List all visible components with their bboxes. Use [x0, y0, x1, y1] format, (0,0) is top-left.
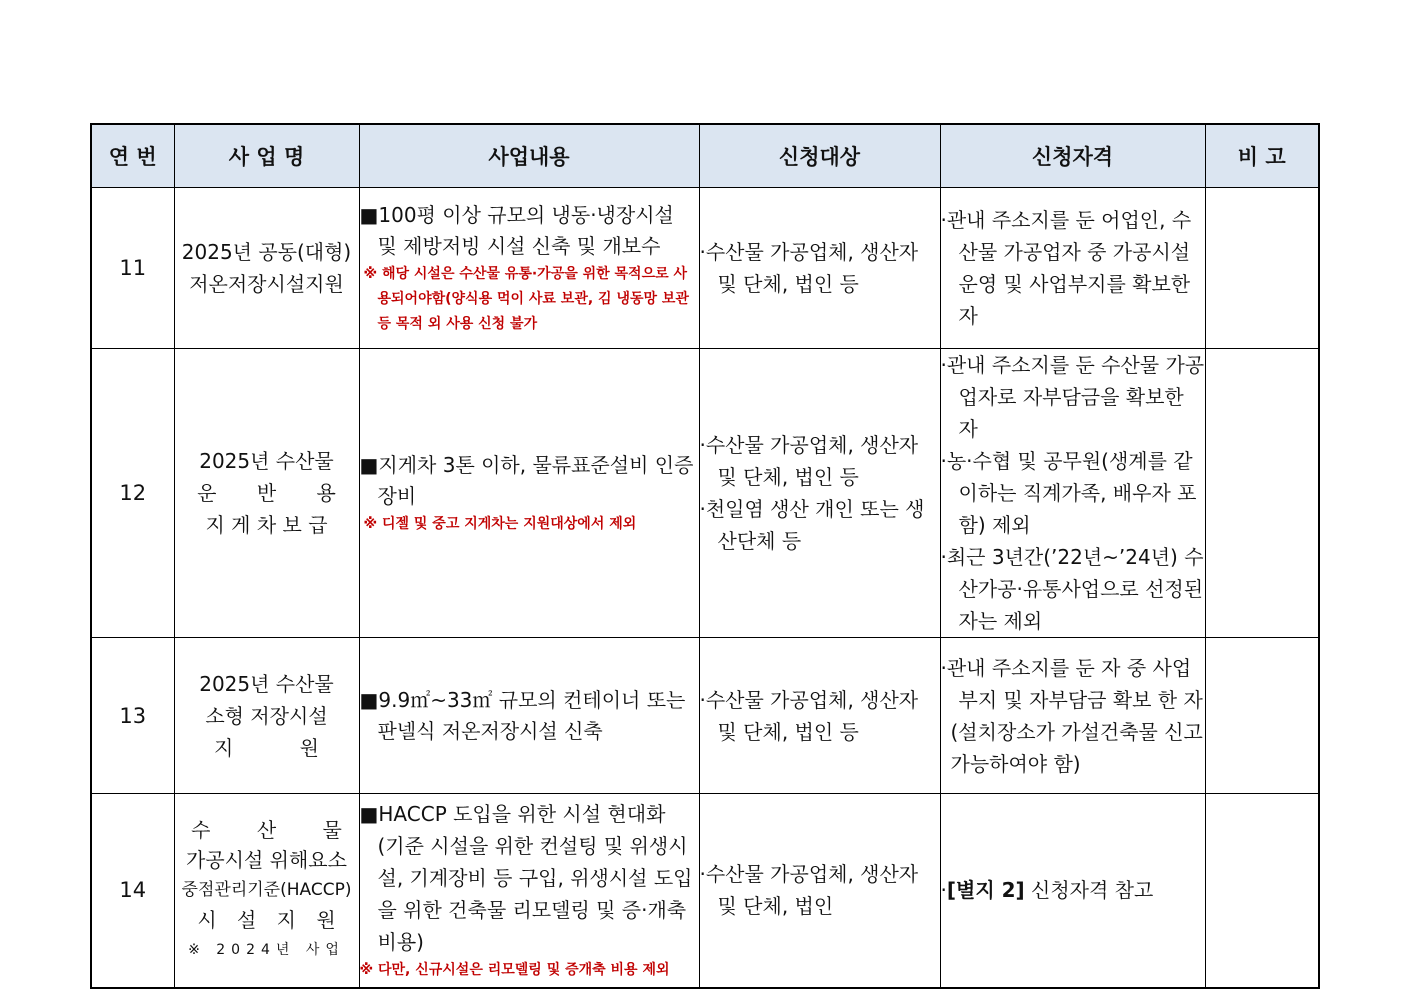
project-content	[359, 349, 699, 638]
project-content	[359, 188, 699, 349]
appendix-reference: [별지 2]	[946, 878, 1025, 903]
content-note: ※ 디젤 및 중고 지게차는 지원대상에서 제외	[363, 515, 637, 532]
table-row	[91, 638, 1319, 794]
qualification-item: ·최근 3년간(’22년~’24년) 수산가공·유통사업으로 선정된 자는 제외	[940, 545, 1204, 633]
qualification	[940, 188, 1205, 349]
qualification-item: ·관내 주소지를 둔 수산물 가공업자로 자부담금을 확보한 자	[940, 353, 1205, 441]
content-note: ※ 해당 시설은 수산물 유통·가공을 위한 목적으로 사용되어야함(양식용 먹이 사료 보관, 김 냉동망 보관 등 목적 외 사용 신청 불가	[363, 265, 689, 332]
project-name-line: 지 게 차 보 급	[205, 513, 328, 537]
project-name-line: 2025년 수산물	[199, 671, 334, 696]
header-qualification: 신청자격	[940, 124, 1205, 188]
apply-target	[699, 349, 940, 638]
apply-target	[699, 188, 940, 349]
table-row	[91, 349, 1319, 638]
qualification	[940, 349, 1205, 638]
project-content	[359, 638, 699, 794]
project-name	[174, 188, 359, 349]
target-item: ·천일염 생산 개인 또는 생산단체 등	[699, 497, 925, 553]
row-number: 13	[91, 638, 174, 794]
apply-target	[699, 794, 940, 988]
apply-target	[699, 638, 940, 794]
project-name-line: 시 설 지 원	[197, 908, 336, 933]
content-text: ■9.9㎡~33㎡ 규모의 컨테이너 또는 판넬식 저온저장시설 신축	[359, 687, 686, 743]
header-content: 사업내용	[359, 124, 699, 188]
row-number: 12	[91, 349, 174, 638]
qualification-item: ·관내 주소지를 둔 어업인, 수산물 가공업자 중 가공시설 운영 및 사업부지를 확보한 자	[940, 208, 1192, 328]
table-row	[91, 794, 1319, 988]
project-name-note: ※ 2024년 사업	[188, 942, 345, 959]
header-remark: 비 고	[1205, 124, 1319, 188]
business-table	[90, 123, 1320, 989]
qualification-item: ·농·수협 및 공무원(생계를 같이하는 직계가족, 배우자 포함) 제외	[940, 449, 1197, 537]
header-target: 신청대상	[699, 124, 940, 188]
project-name	[174, 638, 359, 794]
project-name-line: 소형 저장시설	[205, 703, 328, 728]
qualification-note: (설치장소가 가설건축물 신고 가능하여야 함)	[950, 719, 1203, 776]
content-text: ■지게차 3톤 이하, 물류표준설비 인증 장비	[359, 452, 694, 508]
project-name	[174, 794, 359, 988]
qualification-prefix: ·	[940, 878, 947, 903]
target-item: ·수산물 가공업체, 생산자 및 단체, 법인 등	[699, 433, 919, 489]
qualification-item: ·관내 주소지를 둔 자 중 사업부지 및 자부담금 확보 한 자	[940, 655, 1203, 712]
project-content	[359, 794, 699, 988]
content-text: ■HACCP 도입을 위한 시설 현대화 (기준 시설을 위한 컨설팅 및 위생시설, 기계장비 등 구입, 위생시설 도입을 위한 건축물 리모델링 및 증·개축 비용)	[359, 801, 693, 954]
header-number: 연 번	[91, 124, 174, 188]
table-row	[91, 188, 1319, 349]
row-number: 11	[91, 188, 174, 349]
table-header-row	[91, 124, 1319, 188]
content-text: ■100평 이상 규모의 냉동·냉장시설 및 제방저빙 시설 신축 및 개보수	[359, 202, 674, 258]
target-item: ·수산물 가공업체, 생산자 및 단체, 법인 등	[699, 240, 919, 296]
project-name-line: 2025년 수산물	[199, 449, 334, 473]
content-note: ※ 다만, 신규시설은 리모델링 및 증개축 비용 제외	[359, 961, 670, 978]
target-item: ·수산물 가공업체, 생산자 및 단체, 법인	[699, 862, 919, 919]
remark-cell	[1205, 349, 1319, 638]
project-name-line: 운 반 용	[197, 481, 336, 505]
remark-cell	[1205, 188, 1319, 349]
project-name-line: 수 산 물	[191, 818, 342, 843]
qualification-text: 신청자격 참고	[1024, 878, 1154, 903]
row-number: 14	[91, 794, 174, 988]
project-name-line: 중점관리기준(HACCP)	[181, 880, 352, 901]
target-item: ·수산물 가공업체, 생산자 및 단체, 법인 등	[699, 687, 919, 744]
project-name-line: 저온저장시설지원	[189, 272, 344, 296]
remark-cell	[1205, 638, 1319, 794]
remark-cell	[1205, 794, 1319, 988]
qualification	[940, 794, 1205, 988]
header-project-name: 사 업 명	[174, 124, 359, 188]
qualification	[940, 638, 1205, 794]
project-name-line: 2025년 공동(대형)	[181, 240, 352, 264]
project-name-line: 지 원	[214, 735, 319, 760]
project-name-line: 가공시설 위해요소	[186, 848, 347, 873]
project-name	[174, 349, 359, 638]
